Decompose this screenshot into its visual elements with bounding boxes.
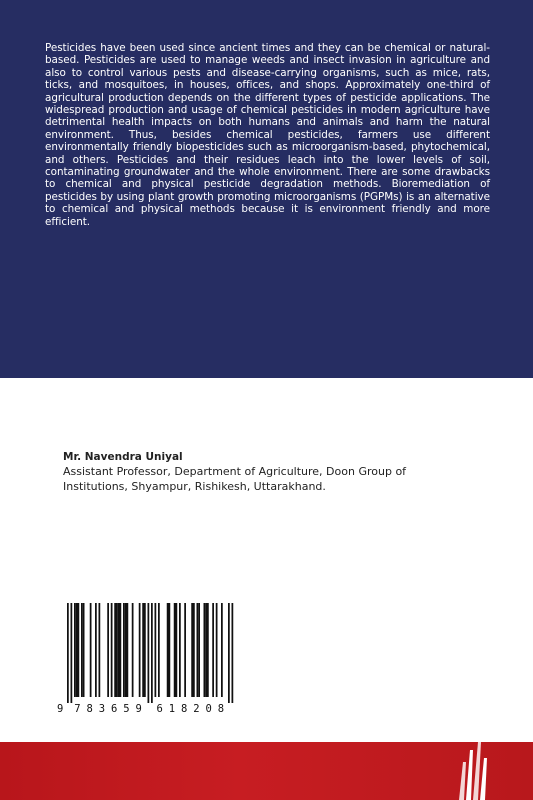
barcode-bar [76,603,78,697]
barcode-bar [205,603,207,697]
blurb-panel [0,0,533,378]
barcode-bar [151,603,153,703]
barcode-bar [111,603,113,697]
barcode-bar [78,603,80,697]
barcode-bar [174,603,176,697]
isbn-digit: 8 [181,703,188,715]
barcode-bar [74,603,76,697]
barcode-bar [132,603,134,697]
barcode-bar [71,603,73,703]
blurb-text: Pesticides have been used since ancient times and they can be chemical or natural-based. Pesticides are used to manage weeds and insect invasion in agriculture and also to control various pests and disease-carrying organisms, such as mice, rats, ticks, and mosquitoes, in houses, offices, and shops. Approximately one-third of agricultural production depends on the different types of pesticide applications. The widespread production and usage of chemical pesticides in modern agriculture have detrimental health impacts on both humans and animals and harm the natural environment. Thus, besides chemical pesticides, farmers use different environmentally friendly biopesticides such as microorganism-based, phytochemical, and others. Pesticides and their residues leach into the lower levels of soil, contaminating groundwater and the whole environment. There are some drawbacks to chemical and physical pesticide degradation methods. Bioremediation of pesticides by using plant growth promoting microorganisms (PGPMs) is an alternative to chemical and physical methods because it is environment friendly and more efficient. [45,42,490,228]
isbn-digit: 0 [205,703,212,715]
barcode-bar [212,603,214,697]
isbn-digit: 8 [86,703,93,715]
isbn-digit: 1 [168,703,176,715]
barcode-bar [95,603,97,697]
isbn-digit: 7 [74,703,81,715]
barcode-bar [90,603,92,697]
barcode-bar [228,603,230,703]
barcode-bars [57,603,245,703]
isbn-digit: 9 [57,703,64,715]
barcode-bar [191,603,193,697]
barcode-bar [107,603,109,697]
barcode-bar [139,603,141,697]
author-affiliation: Assistant Professor, Department of Agriculture, Doon Group of Institutions, Shyampur, Rishikesh, Uttarakhand. [63,465,407,493]
barcode-bar [120,603,122,697]
barcode-bar [114,603,116,697]
barcode-bar [169,603,171,697]
isbn-digit: 6 [156,703,163,715]
barcode-bar [179,603,181,697]
barcode-bar [116,603,118,697]
author-name: Mr. Navendra Uniyal [63,451,183,463]
barcode-bar [67,603,69,703]
barcode-bar [123,603,125,697]
barcode-bar [81,603,83,697]
isbn-digit: 8 [217,703,225,715]
barcode-bar [144,603,146,697]
isbn-digit: 3 [98,703,106,715]
isbn-digit: 5 [123,703,130,715]
isbn-digit: 6 [111,703,118,715]
barcode-bar [155,603,157,697]
barcode-bar [216,603,218,697]
barcode-bar [148,603,150,703]
barcode-bar [118,603,120,697]
barcode-bar [207,603,209,697]
footer-band [0,742,533,800]
barcode-bar [193,603,195,697]
barcode-bar [142,603,144,697]
barcode-bar [83,603,85,697]
barcode-bar [204,603,206,697]
barcode-bar [198,603,200,697]
barcode-bar [197,603,199,697]
barcode-bar [158,603,160,697]
barcode-bar [232,603,234,703]
isbn-digits [57,703,245,718]
isbn-digit: 2 [193,703,200,715]
barcode-bar [167,603,169,697]
barcode-bar [221,603,223,697]
author-block [63,450,463,494]
isbn-barcode [57,603,245,718]
stacked-books-icon [455,740,489,800]
barcode-bar [99,603,101,697]
barcode-bar [125,603,127,697]
barcode-bar [127,603,129,697]
barcode-bar [176,603,178,697]
barcode-bar [184,603,186,697]
isbn-digit: 9 [135,703,142,715]
